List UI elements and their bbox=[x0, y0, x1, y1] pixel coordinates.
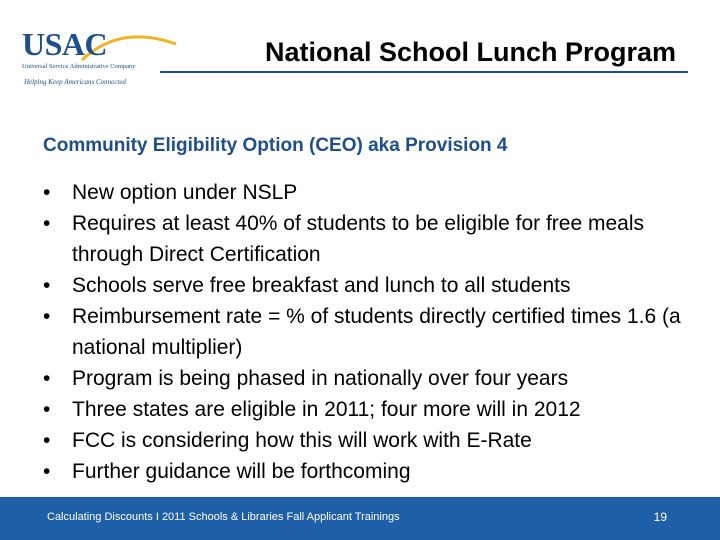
bullet-list bbox=[43, 177, 683, 487]
bullet-text: Reimbursement rate = % of students directly certified times 1.6 (a national multiplier) bbox=[72, 305, 681, 359]
logo-tagline: Helping Keep Americans Connected bbox=[24, 78, 126, 86]
bullet-item bbox=[43, 425, 683, 456]
bullet-text: Further guidance will be forthcoming bbox=[72, 460, 411, 483]
bullet-dot-icon: • bbox=[43, 274, 51, 297]
bullet-text: New option under NSLP bbox=[72, 181, 298, 204]
slide-title: National School Lunch Program bbox=[264, 37, 676, 67]
bullet-text: Schools serve free breakfast and lunch to all students bbox=[72, 274, 571, 297]
logo-wordmark: USAC bbox=[22, 26, 108, 62]
slide-subtitle: Community Eligibility Option (CEO) aka Provision 4 bbox=[43, 135, 508, 156]
bullet-item bbox=[43, 394, 683, 425]
title-divider bbox=[160, 71, 688, 73]
bullet-item bbox=[43, 208, 683, 270]
bullet-dot-icon: • bbox=[43, 460, 51, 483]
bullet-text: Program is being phased in nationally over four years bbox=[72, 367, 569, 390]
bullet-dot-icon: • bbox=[43, 212, 51, 235]
bullet-item bbox=[43, 456, 683, 487]
usac-logo bbox=[22, 26, 157, 86]
bullet-text: Three states are eligible in 2011; four more will in 2012 bbox=[72, 398, 581, 421]
bullet-item bbox=[43, 177, 683, 208]
bullet-dot-icon: • bbox=[43, 181, 51, 204]
bullet-item bbox=[43, 301, 683, 363]
bullet-dot-icon: • bbox=[43, 398, 51, 421]
logo-subtitle: Universal Service Administrative Company bbox=[22, 63, 136, 70]
footer-text: Calculating Discounts I 2011 Schools & Libraries Fall Applicant Trainings bbox=[47, 511, 400, 523]
bullet-dot-icon: • bbox=[43, 367, 51, 390]
footer-bar bbox=[0, 497, 720, 540]
page-number: 19 bbox=[653, 510, 667, 524]
bullet-dot-icon: • bbox=[43, 305, 51, 328]
bullet-item bbox=[43, 363, 683, 394]
bullet-dot-icon: • bbox=[43, 429, 51, 452]
bullet-text: Requires at least 40% of students to be eligible for free meals through Direct Certification bbox=[72, 212, 644, 266]
bullet-item bbox=[43, 270, 683, 301]
bullet-text: FCC is considering how this will work with E-Rate bbox=[72, 429, 532, 452]
